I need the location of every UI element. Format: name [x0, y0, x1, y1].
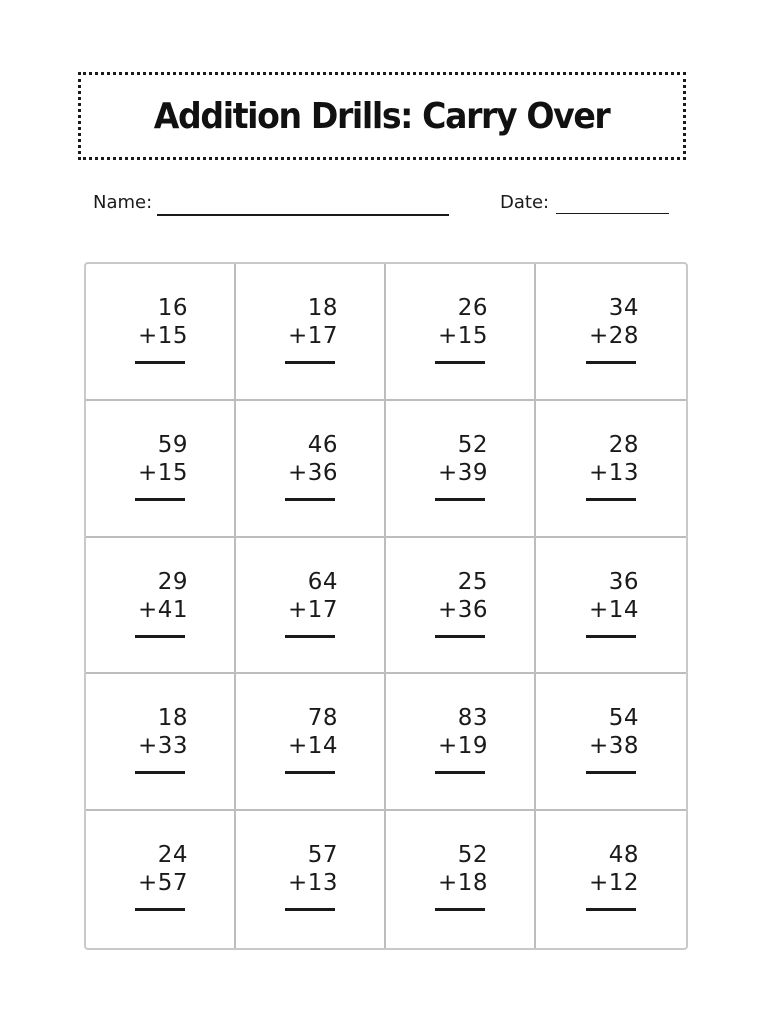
- answer-line[interactable]: [285, 498, 335, 501]
- problem-cell: [86, 264, 236, 401]
- addend-bottom: +33: [137, 733, 188, 760]
- student-info-row: [93, 192, 673, 222]
- addend-top: 52: [457, 431, 488, 458]
- problem-cell: [536, 811, 686, 948]
- problem-cell: [536, 401, 686, 538]
- addend-top: 29: [157, 568, 188, 595]
- problem-cell: [236, 538, 386, 675]
- addend-bottom: +36: [287, 459, 338, 486]
- worksheet-title: Addition Drills: Carry Over: [154, 95, 610, 137]
- addend-top: 52: [457, 842, 488, 869]
- addend-bottom: +14: [287, 733, 338, 760]
- problem-cell: [86, 401, 236, 538]
- problem-cell: [386, 264, 536, 401]
- addend-top: 48: [608, 842, 639, 869]
- addend-bottom: +57: [137, 870, 188, 897]
- addend-bottom: +15: [137, 323, 188, 349]
- problem-cell: [236, 811, 386, 948]
- addend-top: 34: [608, 295, 639, 321]
- title-box: [78, 72, 686, 160]
- addend-bottom: +39: [437, 459, 488, 486]
- addend-bottom: +15: [137, 459, 188, 486]
- addend-bottom: +38: [588, 733, 639, 760]
- addend-top: 83: [457, 705, 488, 732]
- addend-top: 59: [157, 431, 188, 458]
- problem-cell: [386, 674, 536, 811]
- problem-cell: [386, 538, 536, 675]
- answer-line[interactable]: [285, 908, 335, 911]
- answer-line[interactable]: [435, 771, 485, 774]
- addend-bottom: +13: [287, 870, 338, 897]
- answer-line[interactable]: [435, 635, 485, 638]
- name-label: Name:: [93, 192, 153, 213]
- addend-bottom: +17: [287, 596, 338, 623]
- answer-line[interactable]: [435, 361, 485, 364]
- answer-line[interactable]: [435, 498, 485, 501]
- addend-bottom: +15: [437, 323, 488, 349]
- date-field[interactable]: [556, 213, 669, 214]
- answer-line[interactable]: [586, 635, 636, 638]
- addend-top: 54: [608, 705, 639, 732]
- addend-top: 26: [457, 295, 488, 321]
- problem-cell: [386, 811, 536, 948]
- addend-bottom: +17: [287, 323, 338, 349]
- problem-cell: [386, 401, 536, 538]
- answer-line[interactable]: [586, 908, 636, 911]
- answer-line[interactable]: [135, 908, 185, 911]
- answer-line[interactable]: [285, 361, 335, 364]
- addend-bottom: +36: [437, 596, 488, 623]
- problem-grid: [84, 262, 688, 950]
- problem-cell: [536, 674, 686, 811]
- problem-cell: [236, 674, 386, 811]
- addend-bottom: +14: [588, 596, 639, 623]
- answer-line[interactable]: [586, 498, 636, 501]
- addend-bottom: +18: [437, 870, 488, 897]
- problem-cell: [86, 674, 236, 811]
- addend-bottom: +41: [137, 596, 188, 623]
- name-field[interactable]: [157, 214, 449, 216]
- addend-top: 78: [307, 705, 338, 732]
- addend-top: 24: [157, 842, 188, 869]
- problem-cell: [86, 538, 236, 675]
- addend-top: 36: [608, 568, 639, 595]
- problem-cell: [236, 264, 386, 401]
- answer-line[interactable]: [586, 771, 636, 774]
- addend-top: 25: [457, 568, 488, 595]
- addend-bottom: +12: [588, 870, 639, 897]
- addend-bottom: +13: [588, 459, 639, 486]
- problem-cell: [236, 401, 386, 538]
- addend-bottom: +19: [437, 733, 488, 760]
- addend-bottom: +28: [588, 323, 639, 349]
- answer-line[interactable]: [135, 361, 185, 364]
- problem-cell: [536, 538, 686, 675]
- addend-top: 18: [307, 295, 338, 321]
- date-label: Date:: [500, 192, 550, 213]
- answer-line[interactable]: [435, 908, 485, 911]
- answer-line[interactable]: [135, 498, 185, 501]
- answer-line[interactable]: [586, 361, 636, 364]
- addend-top: 28: [608, 431, 639, 458]
- addend-top: 18: [157, 705, 188, 732]
- problem-cell: [86, 811, 236, 948]
- addend-top: 16: [157, 295, 188, 321]
- addend-top: 64: [307, 568, 338, 595]
- addend-top: 46: [307, 431, 338, 458]
- answer-line[interactable]: [135, 771, 185, 774]
- addend-top: 57: [307, 842, 338, 869]
- answer-line[interactable]: [135, 635, 185, 638]
- answer-line[interactable]: [285, 771, 335, 774]
- answer-line[interactable]: [285, 635, 335, 638]
- problem-cell: [536, 264, 686, 401]
